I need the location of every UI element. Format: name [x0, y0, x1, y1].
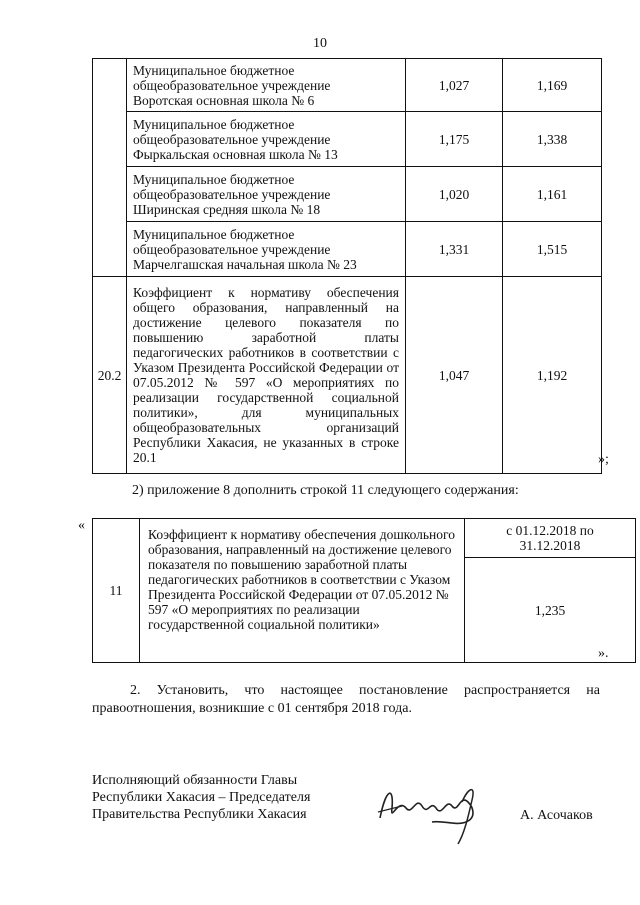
name-line: Муниципальное бюджетное: [133, 226, 295, 242]
opening-quote-mark: «: [78, 518, 85, 533]
coefficient-value-2: 1,161: [503, 167, 602, 222]
name-line: Воротская основная школа № 6: [133, 92, 315, 108]
institution-name: [127, 167, 406, 222]
coefficient-value-2: 1,169: [503, 59, 602, 112]
name-line: общеобразовательное учреждение: [133, 186, 331, 202]
signature-title-line: Правительства Республики Хакасия: [92, 807, 307, 822]
handwritten-signature: [372, 778, 482, 848]
name-line: Фыркальская основная школа № 13: [133, 146, 338, 162]
paragraph-2-text: 2. Установить, что настоящее постановление распространяется на правоотношения, возникшие с 01 сентября 2018 года.: [92, 683, 600, 716]
coefficients-table: [92, 58, 602, 474]
name-line: общеобразовательное учреждение: [133, 241, 331, 257]
signature-title: [92, 772, 310, 823]
name-line: Муниципальное бюджетное: [133, 171, 295, 187]
table-row: [93, 112, 602, 167]
coefficient-value-1: 1,020: [406, 167, 503, 222]
signature-title-line: Исполняющий обязанности Главы: [92, 773, 298, 788]
coefficient-value-1: 1,175: [406, 112, 503, 167]
table-row: [93, 167, 602, 222]
coefficient-value-2: 1,192: [503, 277, 602, 474]
institution-name: [127, 222, 406, 277]
name-line: Муниципальное бюджетное: [133, 116, 295, 132]
row-number: 11: [93, 519, 140, 663]
coefficient-value-1: 1,027: [406, 59, 503, 112]
table-row: [93, 222, 602, 277]
coefficient-description: Коэффициент к нормативу обеспечения общего образования, направленный на достижение целевого показателя по повышению заработной платы педагогических работников в соответствии с Указом Президента Российской Федерации от 07.05.2012 № 597 «О мероприятиях по реализации государственной социальной политики», для муниципальных общеобразовательных организаций Республики Хакасия, не указанных в строке 20.1: [127, 277, 406, 474]
coefficient-description: Коэффициент к нормативу обеспечения дошкольного образования, направленный на достижение целевого показателя по повышению заработной платы педагогических работников в соответствии с Указом Президента Российской Федерации от 07.05.2012 № 597 «О мероприятиях по реализации государственной социальной политики»: [140, 519, 465, 663]
name-line: Ширинская средняя школа № 18: [133, 201, 321, 217]
closing-quote-mark: »;: [598, 452, 609, 467]
signature-title-line: Республики Хакасия – Председателя: [92, 790, 311, 805]
item-2-text: 2) приложение 8 дополнить строкой 11 следующего содержания:: [132, 483, 519, 498]
appendix-8-table: [92, 518, 636, 663]
table-row: [93, 519, 636, 558]
table-row: [93, 277, 602, 474]
table-row: [93, 59, 602, 112]
coefficient-value-1: 1,331: [406, 222, 503, 277]
institution-name: [127, 112, 406, 167]
name-line: Муниципальное бюджетное: [133, 62, 295, 78]
row-number: 20.2: [93, 277, 127, 474]
row-number-cell: [93, 59, 127, 277]
period-cell: с 01.12.2018 по 31.12.2018: [465, 519, 636, 558]
signatory-name: А. Асочаков: [520, 808, 593, 823]
coefficient-value-2: 1,515: [503, 222, 602, 277]
name-line: Марчелгашская начальная школа № 23: [133, 256, 357, 272]
coefficient-value-2: 1,338: [503, 112, 602, 167]
coefficient-value: 1,235: [465, 558, 636, 663]
paragraph-2: [92, 682, 600, 718]
page-number: 10: [313, 36, 327, 51]
institution-name: [127, 59, 406, 112]
coefficient-value-1: 1,047: [406, 277, 503, 474]
name-line: общеобразовательное учреждение: [133, 77, 331, 93]
closing-quote-mark: ».: [598, 646, 609, 661]
name-line: общеобразовательное учреждение: [133, 131, 331, 147]
